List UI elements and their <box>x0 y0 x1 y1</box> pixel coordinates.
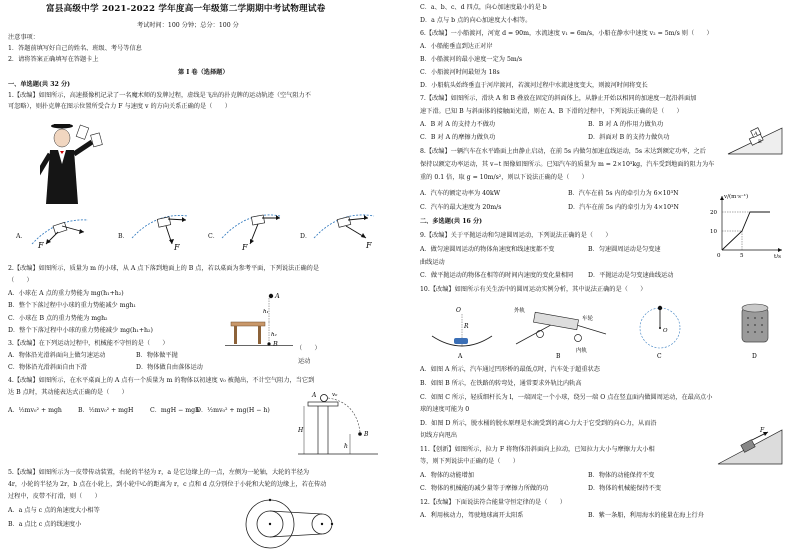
vt-ytick-20: 20 <box>710 210 717 216</box>
q4-line-1: 4.【改编】如图所示，在水平桌面上的 A 点有一个质量为 m 的物体以初速度 v₀ 被抛出，不计空气阻力，当它到 <box>8 377 315 384</box>
q11-option-c: C．物体的机械能的减少量等于摩擦力所做的功 <box>420 485 549 492</box>
q8-option-b: B．汽车在前 5s 内的牵引力为 6×10³N <box>568 190 679 197</box>
svg-text:h₂: h₂ <box>271 332 277 338</box>
svg-text:A: A <box>458 353 463 360</box>
q8-option-a: A．汽车的额定功率为 40kW <box>420 190 501 197</box>
q6-option-c: C．小船渡河时间最短为 18s <box>420 69 500 76</box>
q12-line: 12.【改编】下面说法符合能量守恒定律的是（ ） <box>420 499 566 506</box>
note-2: 2．请将答案正确填写在答题卡上 <box>8 56 99 63</box>
q11-option-b: B．物体的动能保持不变 <box>588 472 655 479</box>
force-label-d: F <box>366 241 372 250</box>
svg-text:R: R <box>464 323 469 330</box>
q4-option-c: C．mgH − mgh <box>150 407 200 414</box>
q10-option-d: D．如图 D 所示，脱水桶的脱水原理是水滴受到的离心力大于它受到的向心力，从而沿 <box>420 420 657 427</box>
q6-line-1: 6.【改编】一小船渡河，河宽 d = 90m，水流速度 v₁ = 6m/s，小船在静水中速度 v₂ = 5m/s 则（ ） <box>420 30 713 37</box>
force-label-b: F <box>174 243 180 252</box>
q3-option-b: B．物体做平抛 <box>136 352 178 359</box>
vt-ytick-10: 10 <box>710 229 717 235</box>
q9-option-b-cont: 曲线运动 <box>420 259 445 266</box>
q12-option-a: A．利用核动力，驾驶地球离开太阳系 <box>420 512 524 519</box>
q3-option-a: A．物体沿光滑斜面向上做匀速运动 <box>8 352 106 359</box>
q8-option-c: C．汽车的最大速度为 20m/s <box>420 204 502 211</box>
q9-option-d: D．平抛运动是匀变速曲线运动 <box>588 272 674 279</box>
q11-line-2: 等，则下列说法中正确的是（ ） <box>420 458 519 465</box>
q10-figures <box>430 300 786 362</box>
svg-text:B: B <box>758 139 762 145</box>
q7-option-c: C．B 对 A 的摩擦力做负功 <box>420 134 496 141</box>
q3-option-c: C．物体沿光滑斜面自由下滑 <box>8 364 87 371</box>
svg-text:H: H <box>298 427 304 434</box>
q2-option-a: A．小球在 A 点的重力势能为 mg(h₁+h₂) <box>8 290 124 297</box>
q8-line-3: 重的 0.1 倍，取 g = 10m/s²，则以下说法正确的是（ ） <box>420 174 588 181</box>
q4-projectile-figure <box>298 388 378 458</box>
q8-line-1: 8.【改编】一辆汽车在水平路面上由静止启动，在前 5s 内做匀加速直线运动，5s 末达到额定功率，之后 <box>420 148 706 155</box>
q7-line-2: 速下滑。已知 B 与斜面体的接触面光滑，则在 A、B 下滑的过程中，下列说法正确的是（ ） <box>420 108 683 115</box>
q10-option-c: C．如图 C 所示，轻质细杆长为 l，一端固定一个小球，绕另一端 O 点在竖直面内做圆周运动，在最高点小 <box>420 394 713 401</box>
q12-option-b: B．紫一条船，利用海水的能量在海上行舟 <box>588 512 704 519</box>
q7-option-b: B．B 对 A 的作用力做负功 <box>588 121 664 128</box>
right-column <box>410 0 794 550</box>
q9-option-a: A．做匀速圆周运动的物体角速度和线速度都不变 <box>420 246 555 253</box>
q8-line-2: 保持以额定功率运动，其 v−t 图像如图所示。已知汽车的质量为 m = 2×10³kg，汽车受到地面的阻力为车 <box>420 161 715 168</box>
q9-option-c: C．做平抛运动的物体在相等的时间内速度的变化量相同 <box>420 272 574 279</box>
q1-option-a: A． <box>16 233 27 240</box>
section-2-title: 二、多选题(共 16 分) <box>420 218 483 225</box>
q11-line-1: 11.【创新】如图所示，拉力 F 将物体沿斜面向上拉动，已知拉力大小与摩擦力大小相 <box>420 446 655 453</box>
q10-option-a: A．如图 A 所示，汽车通过凹形桥的最低点时，汽车处于超重状态 <box>420 366 600 373</box>
q1-option-d: D． <box>300 233 312 240</box>
exam-info: 考试时间：100 分钟；总分：100 分 <box>137 22 239 29</box>
svg-text:A: A <box>754 131 758 137</box>
q5-option-a: A．a 点与 c 点的角速度大小相等 <box>8 507 100 514</box>
q1-option-c: C． <box>208 233 219 240</box>
q1-figure-a <box>28 210 92 250</box>
q3-option-b-cont: 运动 <box>298 358 311 365</box>
q3-paren: （ ） <box>296 345 321 352</box>
svg-text:C: C <box>657 353 662 360</box>
q8-vt-graph <box>708 190 786 258</box>
q4-option-a: A．½mv₀² + mgh <box>8 407 62 414</box>
q2-option-c: C．小球在 B 点的重力势能为 mgh₂ <box>8 315 108 322</box>
q1-figure-d <box>310 206 380 254</box>
volume-title: 第 I 卷（选择题） <box>178 69 229 76</box>
svg-text:B: B <box>364 431 369 438</box>
q5-line-2: 4r，小轮的半径为 2r，b 点在小轮上，到小轮中心的距离为 r，c 点和 d 点分别位于小轮和大轮的边缘上，若在传动 <box>8 481 327 488</box>
vt-xtick-0: 0 <box>717 253 721 258</box>
q5-option-b: B．a 点比 c 点的线速度小 <box>8 521 82 528</box>
q2-option-b: B．整个下落过程中小球的重力势能减少 mgh₁ <box>8 302 136 309</box>
q7-incline-figure <box>726 118 786 158</box>
svg-text:车轮: 车轮 <box>582 316 594 322</box>
svg-text:B: B <box>556 353 561 360</box>
q4-option-b: B．½mv₀² + mgH <box>78 407 134 414</box>
svg-text:v₀: v₀ <box>332 392 338 398</box>
q4-line-2: 达 B 点时，其动能表达式正确的是（ ） <box>8 389 128 396</box>
q1-figure-c <box>218 206 284 254</box>
vt-xtick-5: 5 <box>740 253 744 258</box>
q7-line-1: 7.【改编】如图所示，滑块 A 和 B 叠放在固定的斜面体上，从静止开始以相同的加速度一起沿斜面加 <box>420 95 697 102</box>
svg-text:O: O <box>663 328 668 334</box>
q5-belt-figure <box>240 492 340 550</box>
q11-option-a: A．物体的动能增加 <box>420 472 474 479</box>
svg-text:F: F <box>760 427 765 434</box>
q4-option-d: D．½mv₀² + mg(H − h) <box>196 407 270 414</box>
q11-option-d: D．物体的机械能保持不变 <box>588 485 662 492</box>
q5-option-c: C．a、b、c、d 四点，向心加速度最小的是 b <box>420 4 547 11</box>
q2-option-d: D．整个下落过程中小球的重力势能减少 mg(h₁+h₂) <box>8 327 153 334</box>
vt-x-label: t/s <box>774 254 781 258</box>
q5-option-d: D．a 点与 b 点的向心加速度大小相等。 <box>420 17 532 24</box>
svg-text:h: h <box>344 443 348 450</box>
q10-line: 10.【改编】如图所示有关生活中的圆周运动实例分析，其中说法正确的是（ ） <box>420 286 647 293</box>
section-1-title: 一、单选题(共 32 分) <box>8 81 71 88</box>
q3-option-d: D．物体做自由落体运动 <box>136 364 203 371</box>
q10-option-d-cont: 切线方向甩出 <box>420 432 458 439</box>
q2-table-figure <box>225 292 295 348</box>
svg-text:A: A <box>275 292 280 300</box>
svg-text:O: O <box>456 307 461 314</box>
q7-option-d: D．斜面对 B 的支持力做负功 <box>588 134 670 141</box>
q1-option-b: B． <box>118 233 129 240</box>
svg-text:A: A <box>312 392 317 399</box>
q9-line: 9.【改编】关于平抛运动和匀速圆周运动，下列说法正确的是（ ） <box>420 232 612 239</box>
q5-line-3: 过程中，皮带不打滑，则（ ） <box>8 493 101 500</box>
q5-line-1: 5.【改编】如图所示为一皮带传动装置，右轮的半径为 r，a 是它边缘上的一点，左侧为一轮轴，大轮的半径为 <box>8 469 310 476</box>
q1-line-2: 可忽略），则扑克牌在图示位置所受合力 F 与速度 v 的方向关系正确的是（ ） <box>8 103 231 110</box>
exam-title: 富县高级中学 2021-2022 学年度高一年级第二学期期中考试物理试卷 <box>46 4 326 14</box>
q1-line-1: 1.【改编】如图所示，高速摄像机记录了一名魔术师的发牌过程，虚线是飞出的扑克牌的运动轨迹（空气阻力不 <box>8 92 311 99</box>
q10-option-b: B．如图 B 所示，在铁路的转弯处，通常要求外轨比内轨高 <box>420 380 582 387</box>
q1-figure-b <box>128 206 192 254</box>
svg-text:h₁: h₁ <box>263 309 269 315</box>
svg-text:内轨: 内轨 <box>576 348 588 354</box>
q6-option-a: A．小船能垂直到达正对岸 <box>420 43 493 50</box>
q11-incline-figure <box>716 424 786 468</box>
svg-text:D: D <box>752 353 757 360</box>
notes-title: 注意事项： <box>8 34 39 41</box>
q9-option-b: B．匀速圆周运动是匀变速 <box>588 246 661 253</box>
svg-text:外轨: 外轨 <box>514 308 526 314</box>
q2-line-2: （ ） <box>8 277 33 284</box>
q6-option-d: D．小船航头始终垂直于河岸渡河，若渡河过程中水流速度变大，则渡河时间将变长 <box>420 82 648 89</box>
q6-option-b: B．小船渡河的最小速度一定为 5m/s <box>420 56 523 63</box>
force-label-a: F <box>38 241 44 250</box>
q10-option-c-cont: 球的速度可能为 0 <box>420 406 470 413</box>
force-label-c: F <box>242 243 248 252</box>
vt-curve <box>722 212 770 250</box>
q7-option-a: A．B 对 A 的支持力不做功 <box>420 121 496 128</box>
q3-line: 3.【改编】在下列运动过程中，机械能不守恒的是（ ） <box>8 340 169 347</box>
q8-option-d: D．汽车在前 5s 内的牵引力为 4×10³N <box>568 204 679 211</box>
svg-text:B: B <box>273 340 278 348</box>
note-1: 1．答题前填写好自己的姓名、班级、考号等信息 <box>8 45 142 52</box>
q2-line-1: 2.【改编】如图所示，质量为 m 的小球，从 A 点下落到地面上的 B 点，若以桌面为参考平面，下列说法正确的是 <box>8 265 320 272</box>
vt-y-label: v/(m·s⁻¹) <box>724 194 749 200</box>
